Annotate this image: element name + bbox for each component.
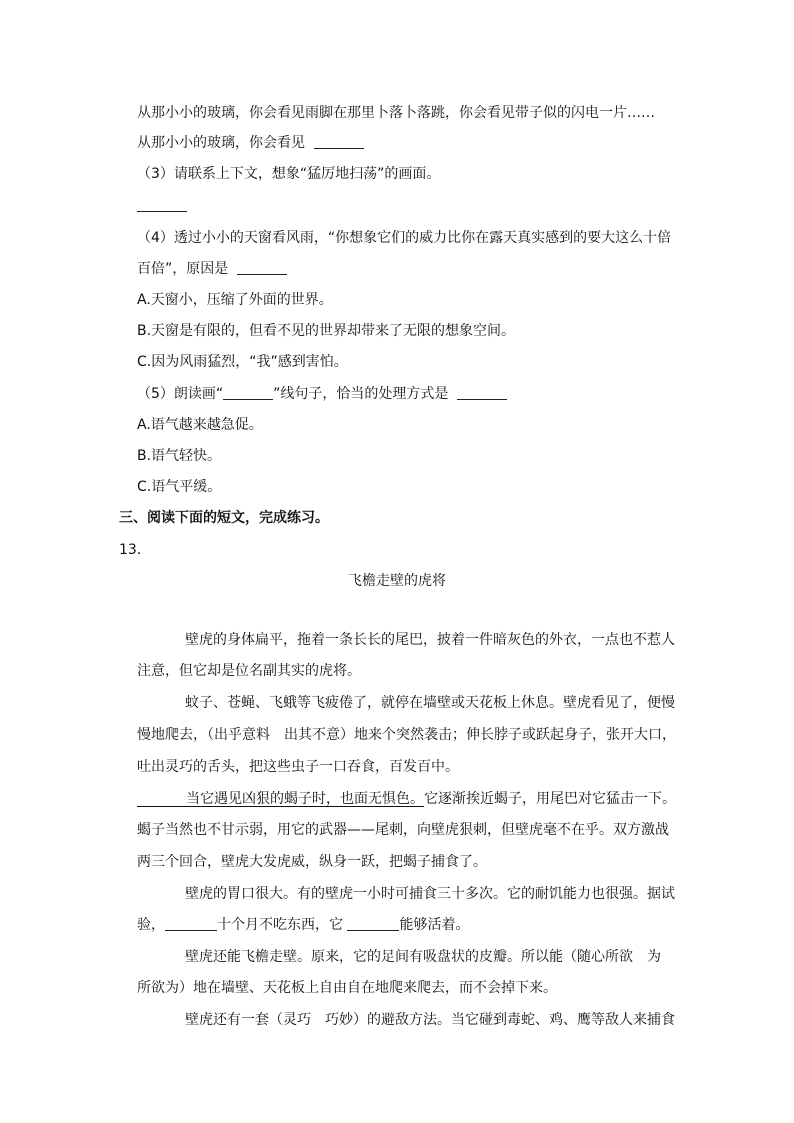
option-a: A.天窗小，压缩了外面的世界。 — [137, 292, 333, 308]
fill-blank-line: 从那小小的玻璃，你会看见 — [137, 133, 364, 153]
paragraph-5-line: 壁虎还能飞檐走壁。原来，它的足间有吸盘状的皮瓣。所以能（随心所欲 为 — [185, 949, 661, 965]
paragraph-2-line: 蚊子、苍蝇、飞蛾等飞疲倦了，就停在墙壁或天花板上休息。壁虎看见了，便慢 — [185, 695, 675, 711]
underline-sample — [223, 385, 273, 400]
answer-blank[interactable] — [165, 916, 217, 931]
passage-line: 从那小小的玻璃，你会看见雨脚在那里卜落卜落跳，你会看见带子似的闪电一片…… — [137, 105, 655, 121]
question-4-line2: 百倍”，原因是 — [137, 259, 287, 279]
question-3: （3）请联系上下文，想象“猛厉地扫荡”的画面。 — [137, 166, 441, 182]
paragraph-2-line: 吐出灵巧的舌头，把这些虫子一口吞食，百发百中。 — [137, 759, 459, 775]
question-5: （5）朗读画“ ”线句子，恰当的处理方式是 — [137, 384, 507, 404]
answer-blank[interactable] — [347, 916, 399, 931]
paragraph-1-line: 壁虎的身体扁平，拖着一条长长的尾巴，披着一件暗灰色的外衣，一点也不惹人 — [185, 632, 675, 648]
option-b: B.天窗是有限的，但看不见的世界却带来了无限的想象空间。 — [137, 323, 516, 339]
question-number: 13． — [119, 542, 151, 558]
option-c: C.因为风雨猛烈，“我”感到害怕。 — [137, 354, 348, 370]
paragraph-4-line: 验， 十个月不吃东西，它 能够活着。 — [137, 917, 470, 933]
section-heading: 三、阅读下面的短文，完成练习。 — [119, 510, 329, 526]
paragraph-5-line: 所欲为）地在墙壁、天花板上自由自在地爬来爬去，而不会掉下来。 — [137, 980, 557, 996]
answer-blank[interactable] — [457, 385, 507, 400]
paragraph-6-line: 壁虎还有一套（灵巧 巧妙）的避敌方法。当它碰到毒蛇、鸡、鹰等敌人来捕食 — [185, 1012, 675, 1028]
paragraph-2-line: 慢地爬去，（出乎意料 出其不意）地来个突然袭击；伸长脖子或跃起身子，张开大口， — [137, 727, 676, 743]
paragraph-3-line: 两三个回合，壁虎大发虎威，纵身一跃，把蝎子捕食了。 — [137, 854, 487, 870]
question-3-answer-line — [137, 196, 187, 216]
paragraph-4-line: 壁虎的胃口很大。有的壁虎一小时可捕食三十多次。它的耐饥能力也很强。据试 — [185, 886, 675, 902]
option-a: A.语气越来越急促。 — [137, 417, 263, 433]
paragraph-1-line: 注意，但它却是位名副其实的虎将。 — [137, 663, 361, 679]
option-b: B.语气轻快。 — [137, 448, 222, 464]
answer-blank[interactable] — [314, 134, 364, 149]
question-4-line1: （4）透过小小的天窗看风雨，“你想象它们的威力比你在露天真实感到的要大这么十倍 — [137, 230, 672, 246]
answer-blank[interactable] — [137, 197, 187, 212]
option-c: C.语气平缓。 — [137, 479, 222, 495]
paragraph-3-line: 当它遇见凶狠的蝎子时，也面无惧色。它逐渐挨近蝎子，用尾巴对它猛击一下。 — [137, 789, 676, 809]
answer-blank[interactable] — [237, 260, 287, 275]
underlined-sentence: 当它遇见凶狠的蝎子时，也面无惧色。 — [185, 791, 424, 807]
passage-title: 飞檐走壁的虎将 — [348, 573, 446, 589]
paragraph-3-line: 蝎子当然也不甘示弱，用它的武器——尾刺，向壁虎狠刺，但壁虎毫不在乎。双方激战 — [137, 822, 669, 838]
